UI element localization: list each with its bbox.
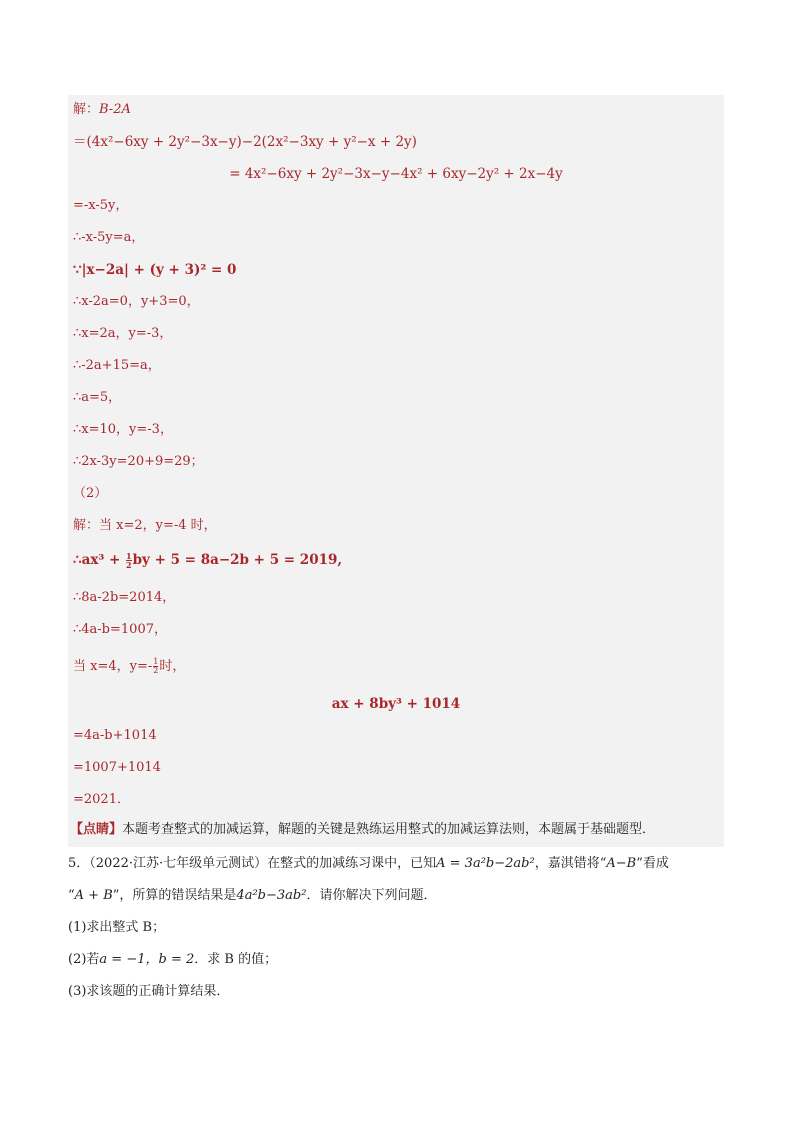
- comment-tag: 【点睛】: [70, 822, 123, 837]
- equation-part-b: by + 5 = 8a−2b + 5 = 2019,: [132, 552, 343, 568]
- solution-line-22: =2021．: [73, 792, 130, 807]
- question-5-text: ，嘉淇错将“: [534, 856, 607, 871]
- solution-line-5: ∴-x-5y=a，: [73, 230, 145, 245]
- question-5-line-1: [68, 853, 669, 875]
- question-5-text: “: [68, 888, 75, 903]
- solution-line-11: ∴x=10，y=-3，: [73, 422, 173, 437]
- solution-line-21: =1007+1014: [73, 760, 161, 775]
- fraction-half: [153, 658, 158, 675]
- question-5-part-2: [68, 949, 277, 971]
- fraction-half: [126, 552, 132, 569]
- solution-line-4: =-x-5y，: [73, 198, 129, 213]
- equation-part-a: ∴ax³ +: [73, 552, 126, 568]
- question-5-line-2: [68, 885, 436, 907]
- question-5-text: ”看成: [636, 856, 669, 871]
- question-5-text: ．求 B 的值；: [194, 952, 278, 967]
- fraction-denominator: 2: [153, 666, 159, 675]
- solution-line-10: ∴a=5，: [73, 390, 122, 405]
- solution-line-2: ＝(4x²−6xy + 2y²−3x−y)−2(2x²−3xy + y²−x + 2y): [73, 134, 417, 150]
- solution-line-16: ∴8a-2b=2014，: [73, 590, 176, 605]
- formula-a: A = 3a²b−2ab²: [436, 856, 535, 871]
- solution-line-9: ∴-2a+15=a，: [73, 358, 161, 373]
- comment-text: 本题考查整式的加减运算，解题的关键是熟练运用整式的加减运算法则，本题属于基础题型．: [122, 822, 656, 837]
- fraction-denominator: 2: [126, 560, 132, 570]
- question-5-part-3: (3)求该题的正确计算结果．: [68, 984, 230, 999]
- expression-b-minus-2a: B-2A: [99, 102, 131, 117]
- solution-line-17: ∴4a-b=1007，: [73, 622, 167, 637]
- question-5-part-1: (1)求出整式 B；: [68, 920, 166, 935]
- comment-line: [70, 819, 655, 841]
- question-5-intro: 5．（2022·江苏·七年级单元测试）在整式的加减练习课中，已知: [68, 856, 437, 871]
- condition-part-b: 时，: [159, 659, 186, 674]
- solution-line-14: 解：当 x=2，y=-4 时，: [73, 518, 217, 533]
- solution-line-6: ∵|x−2a| + (y + 3)² = 0: [73, 262, 237, 278]
- solution-line-1: [73, 99, 131, 121]
- condition-part-a: 当 x=4，y=-: [73, 659, 153, 674]
- solution-line-12: ∴2x-3y=20+9=29；: [73, 454, 204, 469]
- fraction-numerator: 1: [153, 657, 159, 666]
- solution-line-18: [73, 656, 185, 678]
- formula-values: a = −1，b = 2: [99, 952, 195, 967]
- formula-wrong-result: 4a²b−3ab²: [236, 888, 307, 903]
- solution-label: 解：: [73, 102, 100, 117]
- solution-line-3: = 4x²−6xy + 2y²−3x−y−4x² + 6xy−2y² + 2x−4y: [229, 166, 563, 182]
- solution-line-19: ax + 8by³ + 1014: [331, 696, 461, 712]
- solution-line-15: [73, 549, 342, 571]
- solution-line-20: =4a-b+1014: [73, 728, 157, 743]
- formula-a-minus-b: A−B: [606, 856, 637, 871]
- question-5-text: (2)若: [68, 952, 100, 967]
- fraction-numerator: 1: [126, 551, 132, 561]
- solution-line-8: ∴x=2a，y=-3，: [73, 326, 173, 341]
- question-5-text: ．请你解决下列问题．: [306, 888, 437, 903]
- solution-line-7: ∴x-2a=0，y+3=0，: [73, 294, 200, 309]
- question-5-text: ”，所算的错误结果是: [112, 888, 237, 903]
- formula-a-plus-b: A + B: [74, 888, 113, 903]
- solution-part-2-label: （2）: [73, 486, 108, 501]
